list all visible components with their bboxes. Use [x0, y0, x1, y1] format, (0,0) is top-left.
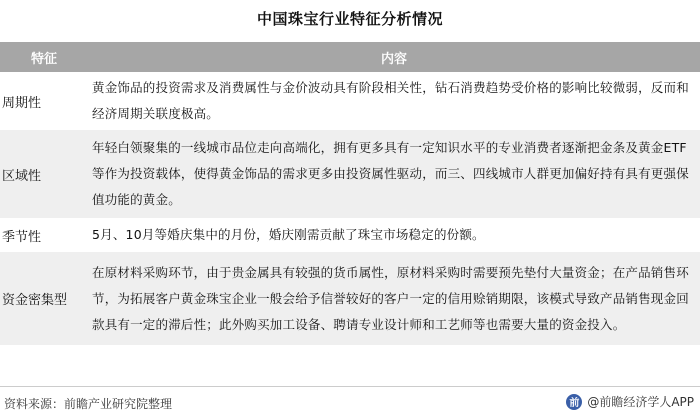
- feature-table: [0, 42, 700, 345]
- feature-cell: 季节性: [2, 229, 42, 245]
- table-header: [0, 42, 700, 72]
- brand-label: @前瞻经济学人APP: [587, 395, 694, 409]
- content-cell: 在原材料采购环节，由于贵金属具有较强的货币属性，原材料采购时需要预先垫付大量资金；在产品销售环节，为拓展客户黄金珠宝企业一般会给予信誉较好的客户一定的信用赊销期限，该模式导致产品销售现金回款具有一定的滞后性；此外购买加工设备、聘请专业设计师和工艺师等也需要大量的资金投入。: [92, 264, 689, 332]
- header-content: 内容: [380, 51, 407, 67]
- feature-cell: 资金密集型: [2, 293, 68, 308]
- content-cell: 年轻白领聚集的一线城市品位走向高端化，拥有更多具有一定知识水平的专业消费者逐渐把金条及黄金ETF等作为投资载体，使得黄金饰品的需求更多由投资属性驱动，而三、四线城市人群更加偏好持有具有更强保值功能的黄金。: [92, 140, 689, 207]
- header-feature: 特征: [30, 51, 57, 67]
- table-row: [0, 72, 700, 130]
- table-row: [0, 130, 700, 218]
- table-row: [0, 218, 700, 252]
- table-row: [0, 252, 700, 345]
- feature-cell: 周期性: [2, 95, 42, 111]
- footer: [0, 386, 700, 418]
- page-title: 中国珠宝行业特征分析情况: [256, 10, 443, 28]
- source-note: 资料来源：前瞻产业研究院整理: [4, 397, 173, 411]
- brand: [566, 393, 694, 410]
- feature-cell: 区域性: [2, 168, 42, 184]
- brand-logo-icon: 前: [566, 394, 582, 410]
- content-cell: 5月、10月等婚庆集中的月份，婚庆刚需贡献了珠宝市场稳定的份额。: [92, 227, 485, 242]
- content-cell: 黄金饰品的投资需求及消费属性与金价波动具有阶段相关性，钻石消费趋势受价格的影响比较微弱，反而和经济周期关联度极高。: [92, 80, 689, 121]
